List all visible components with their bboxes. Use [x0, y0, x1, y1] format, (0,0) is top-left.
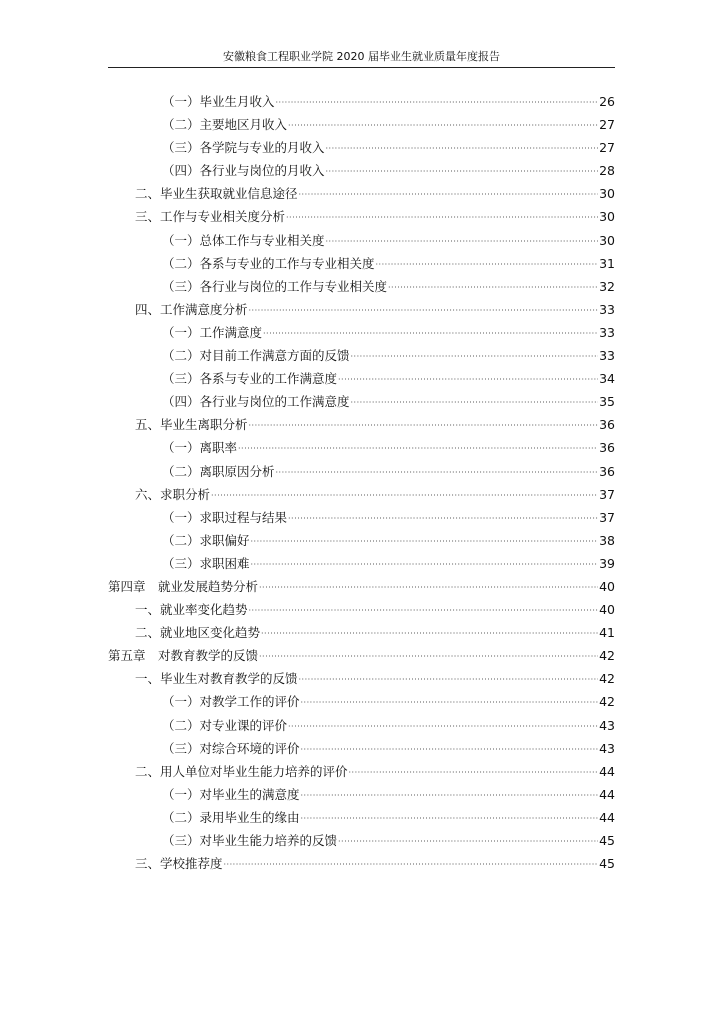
- toc-dot-leader: [338, 830, 598, 853]
- toc-entry[interactable]: [108, 783, 615, 806]
- toc-dot-leader: [288, 114, 598, 137]
- toc-entry-title: 二、用人单位对毕业生能力培养的评价: [135, 763, 348, 779]
- toc-dot-leader: [259, 576, 598, 599]
- toc-entry[interactable]: [108, 90, 615, 113]
- toc-dot-leader: [349, 761, 599, 784]
- toc-page-number: 27: [599, 117, 615, 133]
- toc-page-number: 30: [599, 232, 615, 248]
- toc-dot-leader: [301, 807, 599, 830]
- toc-page-number: 42: [599, 694, 615, 710]
- toc-entry[interactable]: [108, 159, 615, 182]
- toc-entry-title: 三、学校推荐度: [135, 856, 223, 872]
- toc-entry-title: （二）求职偏好: [162, 532, 250, 548]
- toc-entry-title: （四）各行业与岗位的月收入: [162, 163, 325, 179]
- toc-page-number: 43: [599, 740, 615, 756]
- toc-dot-leader: [211, 484, 598, 507]
- toc-dot-leader: [276, 461, 599, 484]
- toc-dot-leader: [299, 183, 599, 206]
- toc-page-number: 30: [599, 186, 615, 202]
- toc-dot-leader: [301, 691, 599, 714]
- toc-entry-title: （一）总体工作与专业相关度: [162, 232, 325, 248]
- toc-entry-title: （二）录用毕业生的缘由: [162, 809, 300, 825]
- toc-entry[interactable]: [108, 460, 615, 483]
- toc-page-number: 33: [599, 324, 615, 340]
- toc-entry[interactable]: [108, 621, 615, 644]
- toc-entry-title: （一）对教学工作的评价: [162, 694, 300, 710]
- toc-entry[interactable]: [108, 483, 615, 506]
- toc-page-number: 33: [599, 301, 615, 317]
- toc-entry-title: （三）对毕业生能力培养的反馈: [162, 833, 338, 848]
- toc-entry[interactable]: [108, 413, 615, 436]
- toc-page-number: 45: [599, 833, 615, 848]
- toc-page-number: 36: [599, 417, 615, 433]
- toc-entry-title: 二、就业地区变化趋势: [135, 625, 261, 641]
- toc-entry[interactable]: [108, 760, 615, 783]
- toc-dot-leader: [259, 645, 598, 668]
- toc-entry[interactable]: [108, 205, 615, 228]
- toc-entry[interactable]: [108, 298, 615, 321]
- toc-entry[interactable]: [108, 136, 615, 159]
- toc-entry-title: （一）对毕业生的满意度: [162, 786, 300, 802]
- toc-page-number: 44: [599, 763, 615, 779]
- toc-entry[interactable]: [108, 321, 615, 344]
- toc-entry-title: （二）主要地区月收入: [162, 117, 288, 133]
- toc-entry[interactable]: [108, 506, 615, 529]
- toc-entry-title: 三、工作与专业相关度分析: [135, 209, 286, 225]
- toc-dot-leader: [263, 322, 598, 345]
- toc-dot-leader: [249, 299, 599, 322]
- toc-page-number: 38: [599, 532, 615, 548]
- toc-page-number: 35: [599, 394, 615, 410]
- toc-entry-title: 四、工作满意度分析: [135, 301, 248, 317]
- toc-entry[interactable]: [108, 229, 615, 252]
- toc-dot-leader: [376, 253, 599, 276]
- toc-entry-title: （三）对综合环境的评价: [162, 740, 300, 756]
- toc-dot-leader: [351, 345, 599, 368]
- toc-entry[interactable]: [108, 598, 615, 621]
- toc-dot-leader: [351, 391, 599, 414]
- toc-entry[interactable]: [108, 552, 615, 575]
- toc-entry-title: 六、求职分析: [135, 486, 211, 502]
- toc-dot-leader: [338, 368, 598, 391]
- toc-entry-title: 一、就业率变化趋势: [135, 602, 248, 618]
- toc-entry[interactable]: [108, 390, 615, 413]
- toc-entry-title: （一）毕业生月收入: [162, 94, 275, 109]
- toc-entry-title: （二）对目前工作满意方面的反馈: [162, 348, 350, 364]
- toc-dot-leader: [388, 276, 598, 299]
- table-of-contents: [108, 90, 615, 875]
- toc-entry[interactable]: [108, 436, 615, 459]
- toc-dot-leader: [249, 599, 599, 622]
- toc-entry-title: （三）各学院与专业的月收入: [162, 140, 325, 156]
- toc-dot-leader: [238, 437, 598, 460]
- toc-entry-title: （二）各系与专业的工作与专业相关度: [162, 255, 375, 271]
- toc-entry[interactable]: [108, 852, 615, 875]
- toc-entry[interactable]: [108, 344, 615, 367]
- toc-page-number: 40: [599, 602, 615, 618]
- toc-dot-leader: [286, 206, 598, 229]
- toc-page-number: 45: [599, 856, 615, 872]
- toc-entry[interactable]: [108, 182, 615, 205]
- toc-dot-leader: [326, 160, 599, 183]
- toc-entry[interactable]: [108, 275, 615, 298]
- toc-page-number: 41: [599, 625, 615, 641]
- toc-entry-title: 第四章 就业发展趋势分析: [108, 578, 259, 594]
- toc-page-number: 37: [599, 486, 615, 502]
- toc-entry-title: （三）各行业与岗位的工作与专业相关度: [162, 278, 388, 294]
- toc-page-number: 30: [599, 209, 615, 225]
- toc-dot-leader: [301, 738, 599, 761]
- toc-page-number: 27: [599, 140, 615, 156]
- toc-entry-title: 五、毕业生离职分析: [135, 417, 248, 433]
- toc-entry-title: （二）对专业课的评价: [162, 717, 288, 733]
- toc-entry[interactable]: [108, 252, 615, 275]
- toc-entry-title: （四）各行业与岗位的工作满意度: [162, 394, 350, 410]
- toc-entry-title: （一）工作满意度: [162, 324, 263, 340]
- toc-entry[interactable]: [108, 690, 615, 713]
- toc-entry-title: 二、毕业生获取就业信息途径: [135, 186, 298, 202]
- toc-entry-title: 一、毕业生对教育教学的反馈: [135, 671, 298, 687]
- toc-page-number: 42: [599, 671, 615, 687]
- toc-dot-leader: [251, 553, 599, 576]
- toc-page-number: 44: [599, 786, 615, 802]
- toc-page-number: 37: [599, 509, 615, 525]
- toc-entry[interactable]: [108, 367, 615, 390]
- toc-entry-title: 第五章 对教育教学的反馈: [108, 648, 259, 664]
- toc-page-number: 42: [599, 648, 615, 664]
- toc-dot-leader: [224, 853, 599, 876]
- toc-entry-title: （三）各系与专业的工作满意度: [162, 371, 338, 387]
- toc-page-number: 33: [599, 348, 615, 364]
- toc-entry[interactable]: [108, 575, 615, 598]
- toc-entry-title: （二）离职原因分析: [162, 463, 275, 479]
- toc-dot-leader: [288, 715, 598, 738]
- toc-entry[interactable]: [108, 113, 615, 136]
- toc-entry[interactable]: [108, 667, 615, 690]
- toc-entry-title: （一）求职过程与结果: [162, 509, 288, 525]
- page-header: 安徽粮食工程职业学院 2020 届毕业生就业质量年度报告: [108, 50, 615, 68]
- toc-entry[interactable]: [108, 806, 615, 829]
- toc-page-number: 32: [599, 278, 615, 294]
- toc-dot-leader: [299, 668, 599, 691]
- toc-page-number: 36: [599, 440, 615, 456]
- toc-page-number: 43: [599, 717, 615, 733]
- toc-entry[interactable]: [108, 714, 615, 737]
- toc-dot-leader: [251, 530, 599, 553]
- toc-page-number: 39: [599, 555, 615, 571]
- toc-page-number: 28: [599, 163, 615, 179]
- toc-entry[interactable]: [108, 529, 615, 552]
- toc-page-number: 26: [599, 94, 615, 109]
- toc-dot-leader: [276, 91, 599, 114]
- toc-entry-title: （三）求职困难: [162, 555, 250, 571]
- toc-entry-title: （一）离职率: [162, 440, 238, 456]
- toc-dot-leader: [261, 622, 598, 645]
- toc-page-number: 44: [599, 809, 615, 825]
- toc-page-number: 40: [599, 578, 615, 594]
- toc-dot-leader: [301, 784, 599, 807]
- toc-entry[interactable]: [108, 644, 615, 667]
- toc-dot-leader: [326, 230, 599, 253]
- toc-dot-leader: [326, 137, 599, 160]
- toc-dot-leader: [288, 507, 598, 530]
- toc-entry[interactable]: [108, 829, 615, 852]
- toc-dot-leader: [249, 414, 599, 437]
- toc-page-number: 36: [599, 463, 615, 479]
- toc-page-number: 34: [599, 371, 615, 387]
- toc-entry[interactable]: [108, 737, 615, 760]
- toc-page-number: 31: [599, 255, 615, 271]
